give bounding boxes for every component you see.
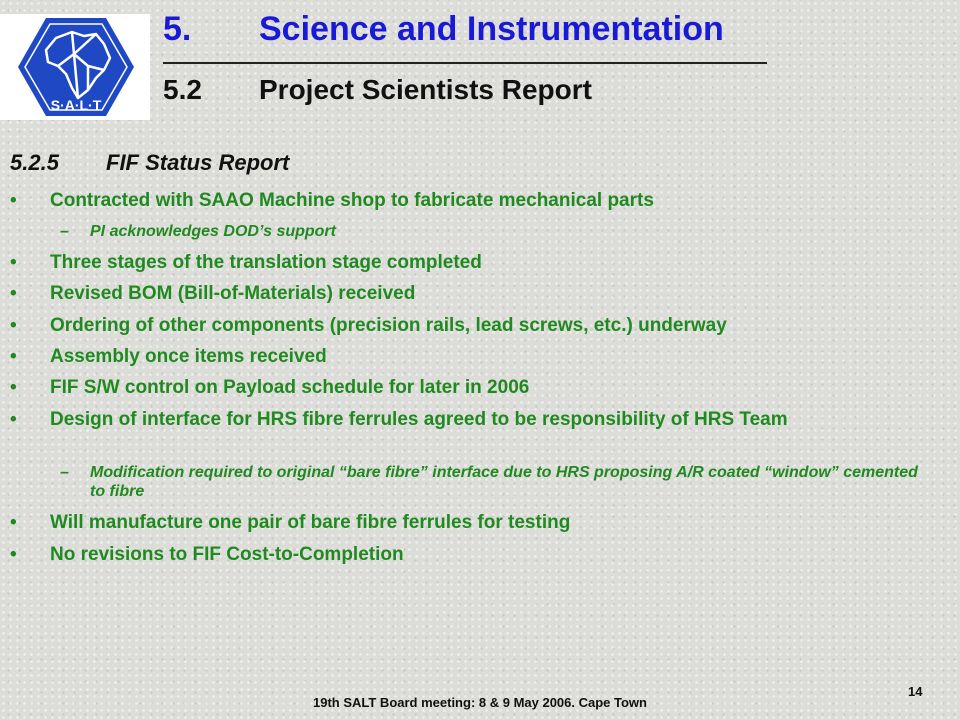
bullet-icon: • — [10, 409, 17, 430]
bullet-icon: • — [10, 315, 17, 336]
sub-bullet-item — [60, 463, 920, 501]
subtitle-text: Project Scientists Report — [259, 74, 592, 105]
slide-title — [163, 10, 724, 49]
bullet-icon: • — [10, 377, 17, 398]
bullet-item — [10, 283, 915, 304]
bullet-text: No revisions to FIF Cost-to-Completion — [50, 544, 404, 565]
title-divider — [163, 62, 767, 64]
section-title: FIF Status Report — [106, 150, 290, 175]
bullet-icon: • — [10, 190, 17, 211]
sub-bullet-item — [60, 222, 920, 241]
bullet-item — [10, 377, 915, 398]
bullet-item — [10, 512, 915, 533]
bullet-item — [10, 544, 915, 565]
bullet-icon: • — [10, 283, 17, 304]
bullet-text: Contracted with SAAO Machine shop to fabricate mechanical parts — [50, 190, 654, 211]
section-number: 5.2.5 — [10, 150, 59, 175]
bullet-text: Will manufacture one pair of bare fibre ferrules for testing — [50, 512, 571, 533]
dash-icon: – — [60, 223, 69, 240]
dash-icon: – — [60, 464, 69, 481]
page-number: 14 — [908, 684, 923, 699]
bullet-text: Revised BOM (Bill-of-Materials) received — [50, 283, 416, 304]
bullet-item — [10, 409, 915, 430]
bullet-item — [10, 346, 915, 367]
bullet-icon: • — [10, 512, 17, 533]
bullet-item — [10, 252, 915, 273]
bullet-text: FIF S/W control on Payload schedule for later in 2006 — [50, 377, 530, 398]
bullet-text: Ordering of other components (precision rails, lead screws, etc.) underway — [50, 315, 727, 336]
bullet-icon: • — [10, 346, 17, 367]
bullet-item — [10, 190, 915, 211]
bullet-text: Three stages of the translation stage completed — [50, 252, 482, 273]
bullet-icon: • — [10, 252, 17, 273]
bullet-text: Assembly once items received — [50, 346, 327, 367]
bullet-icon: • — [10, 544, 17, 565]
sub-bullet-text: PI acknowledges DOD’s support — [90, 223, 336, 240]
sub-bullet-text: Modification required to original “bare fibre” interface due to HRS proposing A/R coated “window” cemented to fibre — [90, 464, 918, 500]
footer-text: 19th SALT Board meeting: 8 & 9 May 2006. Cape Town — [313, 695, 647, 710]
bullet-text: Design of interface for HRS fibre ferrules agreed to be responsibility of HRS Team — [50, 409, 788, 430]
salt-logo — [0, 14, 150, 120]
section-heading — [10, 150, 289, 176]
slide-subtitle — [163, 74, 592, 106]
title-text: Science and Instrumentation — [259, 10, 724, 48]
svg-text:S·A·L·T: S·A·L·T — [50, 97, 102, 113]
bullet-item — [10, 315, 915, 336]
salt-hexagon-icon — [14, 14, 138, 120]
subtitle-number: 5.2 — [163, 74, 202, 105]
title-number: 5. — [163, 10, 192, 48]
